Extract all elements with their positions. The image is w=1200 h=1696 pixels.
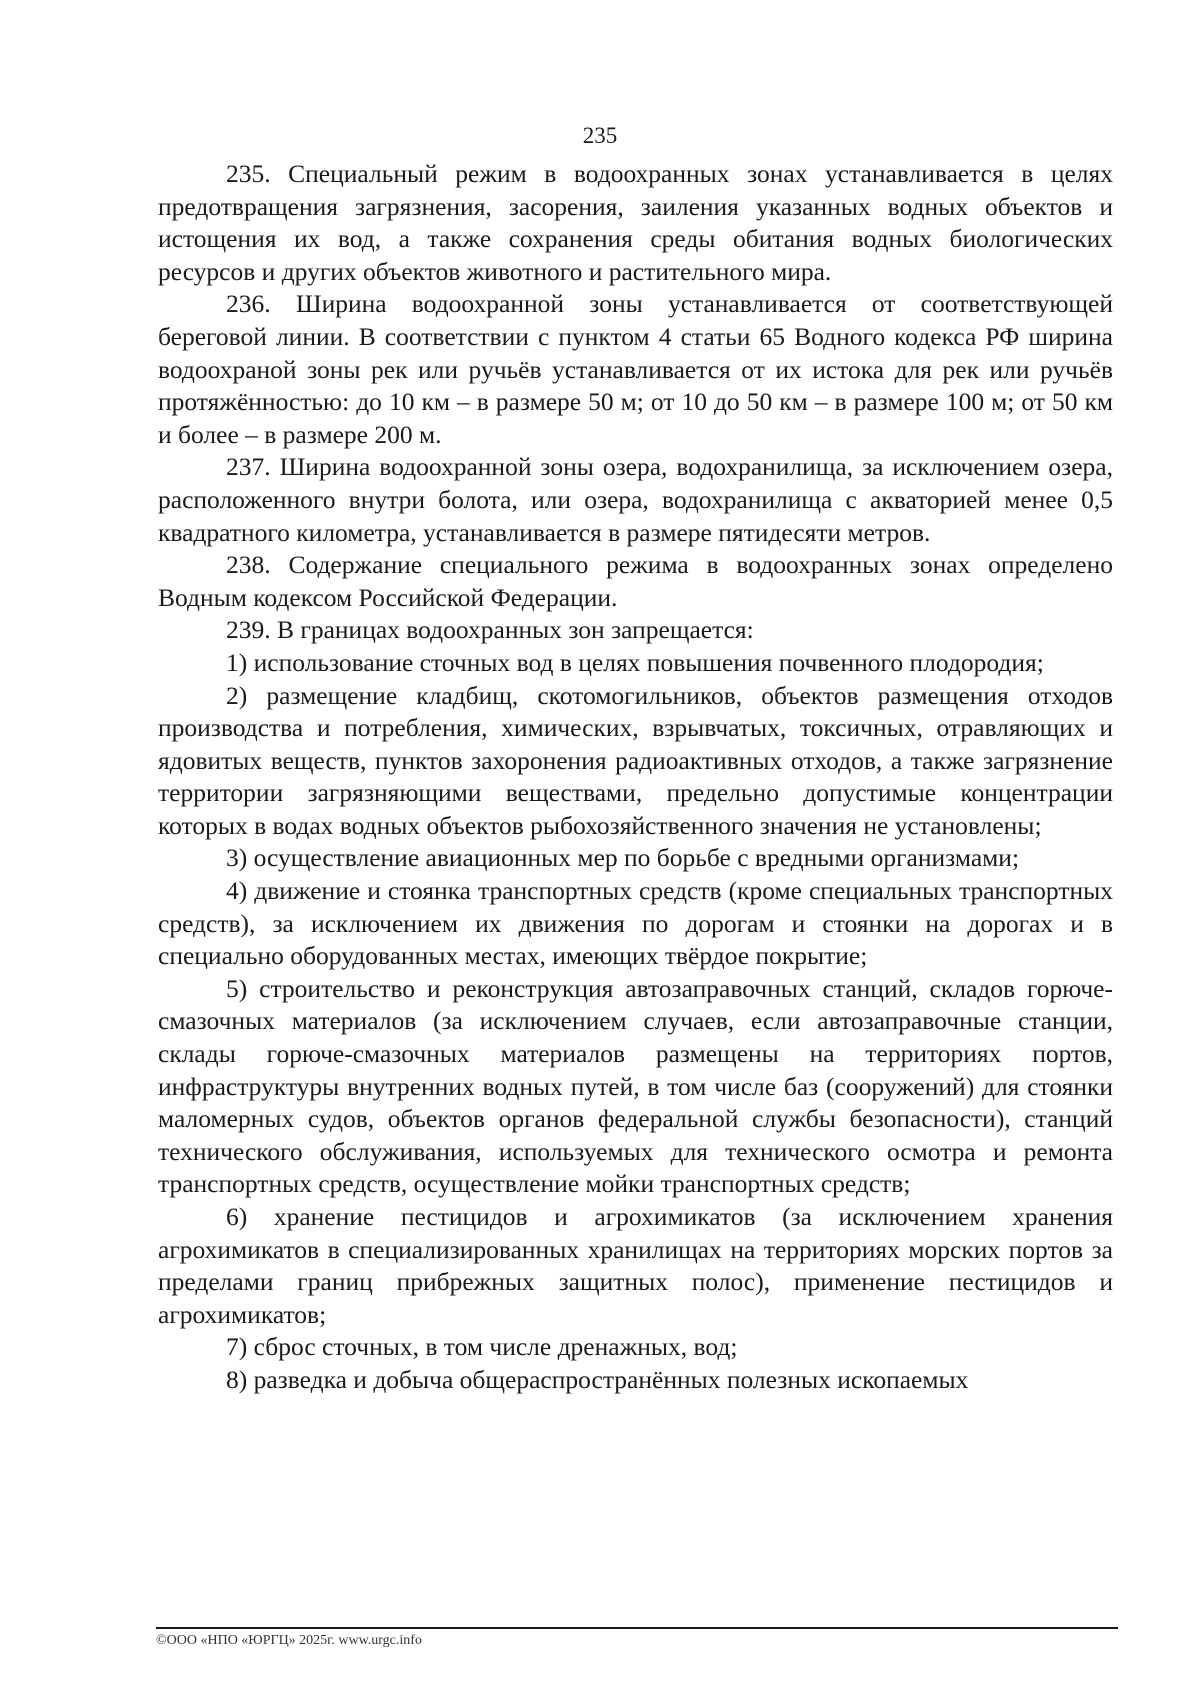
list-item-6: 6) хранение пестицидов и агрохимикатов (за исключением хранения агрохимикатов в специализированных хранилищах на территориях морских портов за пределами границ прибрежных защитных полос), применение пестицидов и агрохимикатов; xyxy=(158,1202,1113,1329)
list-item-7: 7) сброс сточных, в том числе дренажных, вод; xyxy=(226,1332,738,1362)
list-item-1: 1) использование сточных вод в целях повышения почвенного плодородия; xyxy=(226,647,1044,677)
document-body xyxy=(158,158,1113,1397)
list-item-4: 4) движение и стоянка транспортных средств (кроме специальных транспортных средств), за исключением их движения по дорогам и стоянки на дорогах и в специально оборудованных местах, имеющих твёрдое покрытие; xyxy=(158,876,1113,971)
paragraph-235: 235. Специальный режим в водоохранных зонах устанавливается в целях предотвращения загрязнения, засорения, заиления указанных водных объектов и истощения их вод, а также сохранения среды обитания водных биологических ресурсов и других объектов животного и растительного мира. xyxy=(158,159,1113,286)
footer-divider xyxy=(156,1627,1118,1629)
list-item-2: 2) размещение кладбищ, скотомогильников, объектов размещения отходов производства и потребления, химических, взрывчатых, токсичных, отравляющих и ядовитых веществ, пунктов захоронения радиоактивных отходов, а также загрязнение территории загрязняющими веществами, предельно допустимые концентрации которых в водах водных объектов рыбохозяйственного значения не установлены; xyxy=(158,680,1113,840)
page-number: 235 xyxy=(582,123,618,148)
paragraph-237: 237. Ширина водоохранной зоны озера, водохранилища, за исключением озера, расположенного внутри болота, или озера, водохранилища с акваторией менее 0,5 квадратного километра, устанавливается в размере пятидесяти метров. xyxy=(158,452,1113,547)
footer-copyright: ©ООО «НПО «ЮРГЦ» 2025г. www.urgc.info xyxy=(156,1633,422,1648)
paragraph-236: 236. Ширина водоохранной зоны устанавливается от соответствующей береговой линии. В соответствии с пунктом 4 статьи 65 Водного кодекса РФ ширина водоохраной зоны рек или ручьёв устанавливается от их истока для рек или ручьёв протяжённостью: до 10 км – в размере 50 м; от 10 до 50 км – в размере 100 м; от 50 км и более – в размере 200 м. xyxy=(158,289,1113,449)
list-item-3: 3) осуществление авиационных мер по борьбе с вредными организмами; xyxy=(226,843,1020,873)
list-item-5: 5) строительство и реконструкция автозаправочных станций, складов горюче-смазочных материалов (за исключением случаев, если автозаправочные станции, склады горюче-смазочных материалов размещены на территориях портов, инфраструктуры внутренних водных путей, в том числе баз (сооружений) для стоянки маломерных судов, объектов органов федеральной службы безопасности), станций технического обслуживания, используемых для технического осмотра и ремонта транспортных средств, осуществление мойки транспортных средств; xyxy=(158,973,1113,1199)
list-item-8: 8) разведка и добыча общераспространённых полезных ископаемых xyxy=(226,1364,969,1394)
paragraph-238: 238. Содержание специального режима в водоохранных зонах определено Водным кодексом Российской Федерации. xyxy=(158,550,1113,612)
paragraph-239: 239. В границах водоохранных зон запрещается: xyxy=(226,615,754,645)
